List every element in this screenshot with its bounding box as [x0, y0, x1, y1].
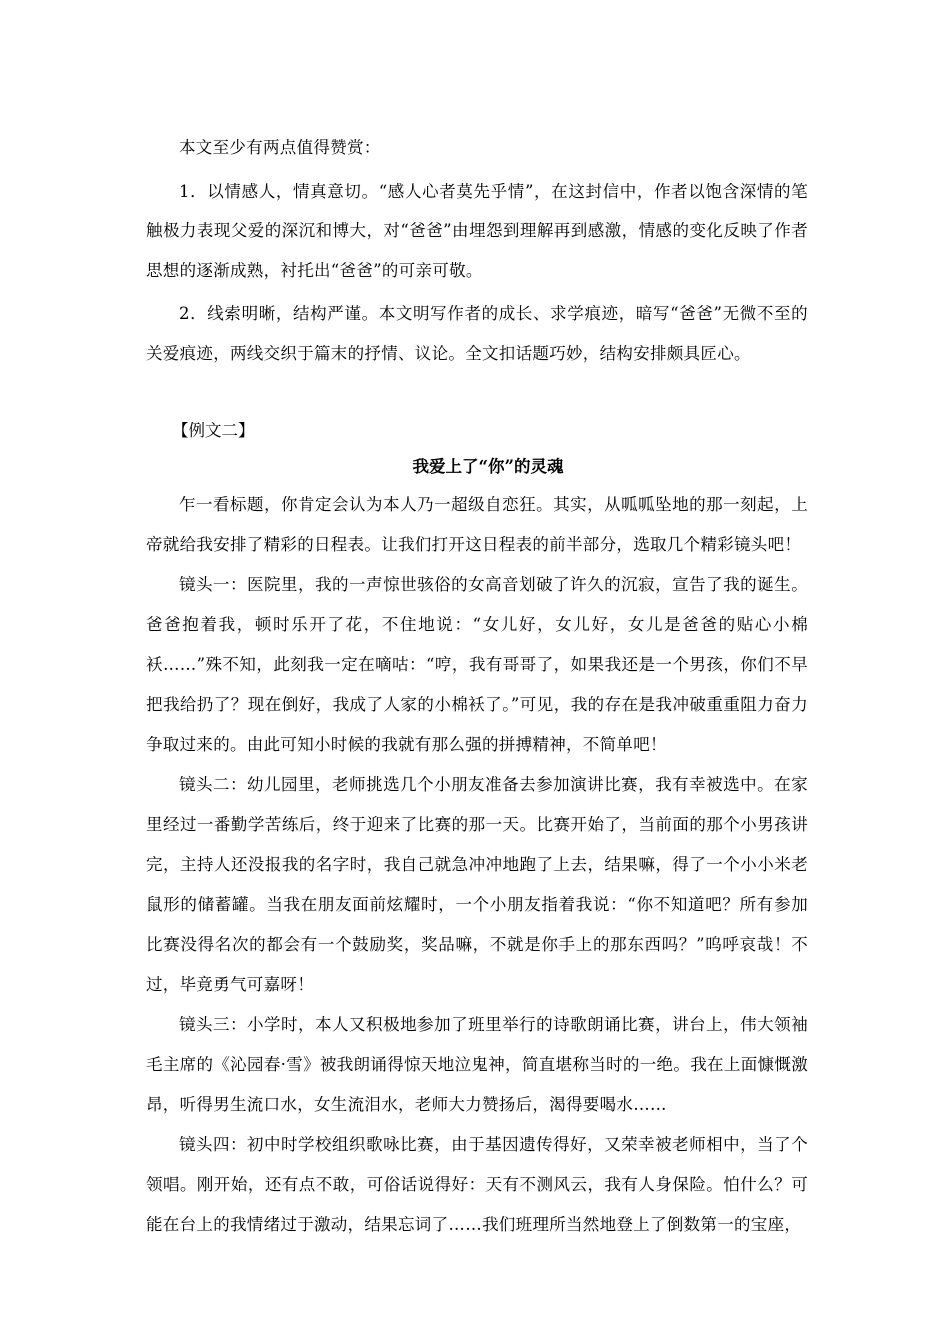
essay-paragraph-shot-3: 镜头三：小学时，本人又积极地参加了班里举行的诗歌朗诵比赛，讲台上，伟大领袖毛主席的《沁园春·雪》被我朗诵得惊天地泣鬼神，简直堪称当时的一绝。我在上面慷慨激昂，听得男生流口水，女生流泪水，老师大力赞扬后，渴得要喝水……: [146, 1015, 808, 1114]
essay-title: 我爱上了“你”的灵魂: [412, 457, 564, 476]
review-point-2: 2．线索明晰，结构严谨。本文明写作者的成长、求学痕迹，暗写“爸爸”无微不至的关爱痕迹，两线交织于篇末的抒情、议论。全文扣话题巧妙，结构安排颇具匠心。: [146, 304, 808, 363]
review-point-1: 1．以情感人，情真意切。“感人心者莫先乎情”，在这封信中，作者以饱含深情的笔触极力表现父爱的深沉和博大，对“爸爸”由埋怨到理解再到感激，情感的变化反映了作者思想的逐渐成熟，衬托出“爸爸”的可亲可敬。: [146, 181, 808, 280]
review-intro: 本文至少有两点值得赞赏：: [179, 138, 381, 157]
example-label: 【例文二】: [172, 421, 255, 440]
essay-paragraph-intro: 乍一看标题，你肯定会认为本人乃一超级自恋狂。其实，从呱呱坠地的那一刻起，上帝就给我安排了精彩的日程表。让我们打开这日程表的前半部分，选取几个精彩镜头吧！: [146, 495, 808, 554]
document-page: [146, 128, 808, 1245]
essay-paragraph-shot-1: 镜头一：医院里，我的一声惊世骇俗的女高音划破了许久的沉寂，宣告了我的诞生。爸爸抱着我，顿时乐开了花，不住地说：“女儿好，女儿好，女儿是爸爸的贴心小棉袄……”殊不知，此刻我一定在嘀咕：“哼，我有哥哥了，如果我还是一个男孩，你们不早把我给扔了？现在倒好，我成了人家的小棉袄了。”可见，我的存在是我冲破重重阻力奋力争取过来的。由此可知小时候的我就有那么强的拼搏精神，不简单吧！: [146, 575, 808, 754]
essay-paragraph-shot-2: 镜头二：幼儿园里，老师挑选几个小朋友准备去参加演讲比赛，我有幸被选中。在家里经过一番勤学苦练后，终于迎来了比赛的那一天。比赛开始了，当前面的那个小男孩讲完，主持人还没报我的名字时，我自己就急冲冲地跑了上去，结果嘛，得了一个小小米老鼠形的储蓄罐。当我在朋友面前炫耀时，一个小朋友指着我说：“你不知道吧？所有参加比赛没得名次的都会有一个鼓励奖，奖品嘛，不就是你手上的那东西吗？”呜呼哀哉！不过，毕竟勇气可嘉呀！: [146, 775, 808, 994]
essay-paragraph-shot-4: 镜头四：初中时学校组织歌咏比赛，由于基因遗传得好，又荣幸被老师相中，当了个领唱。刚开始，还有点不敢，可俗话说得好：天有不测风云，我有人身保险。怕什么？可能在台上的我情绪过于激动，结果忘词了……我们班理所当然地登上了倒数第一的宝座，: [146, 1135, 808, 1234]
